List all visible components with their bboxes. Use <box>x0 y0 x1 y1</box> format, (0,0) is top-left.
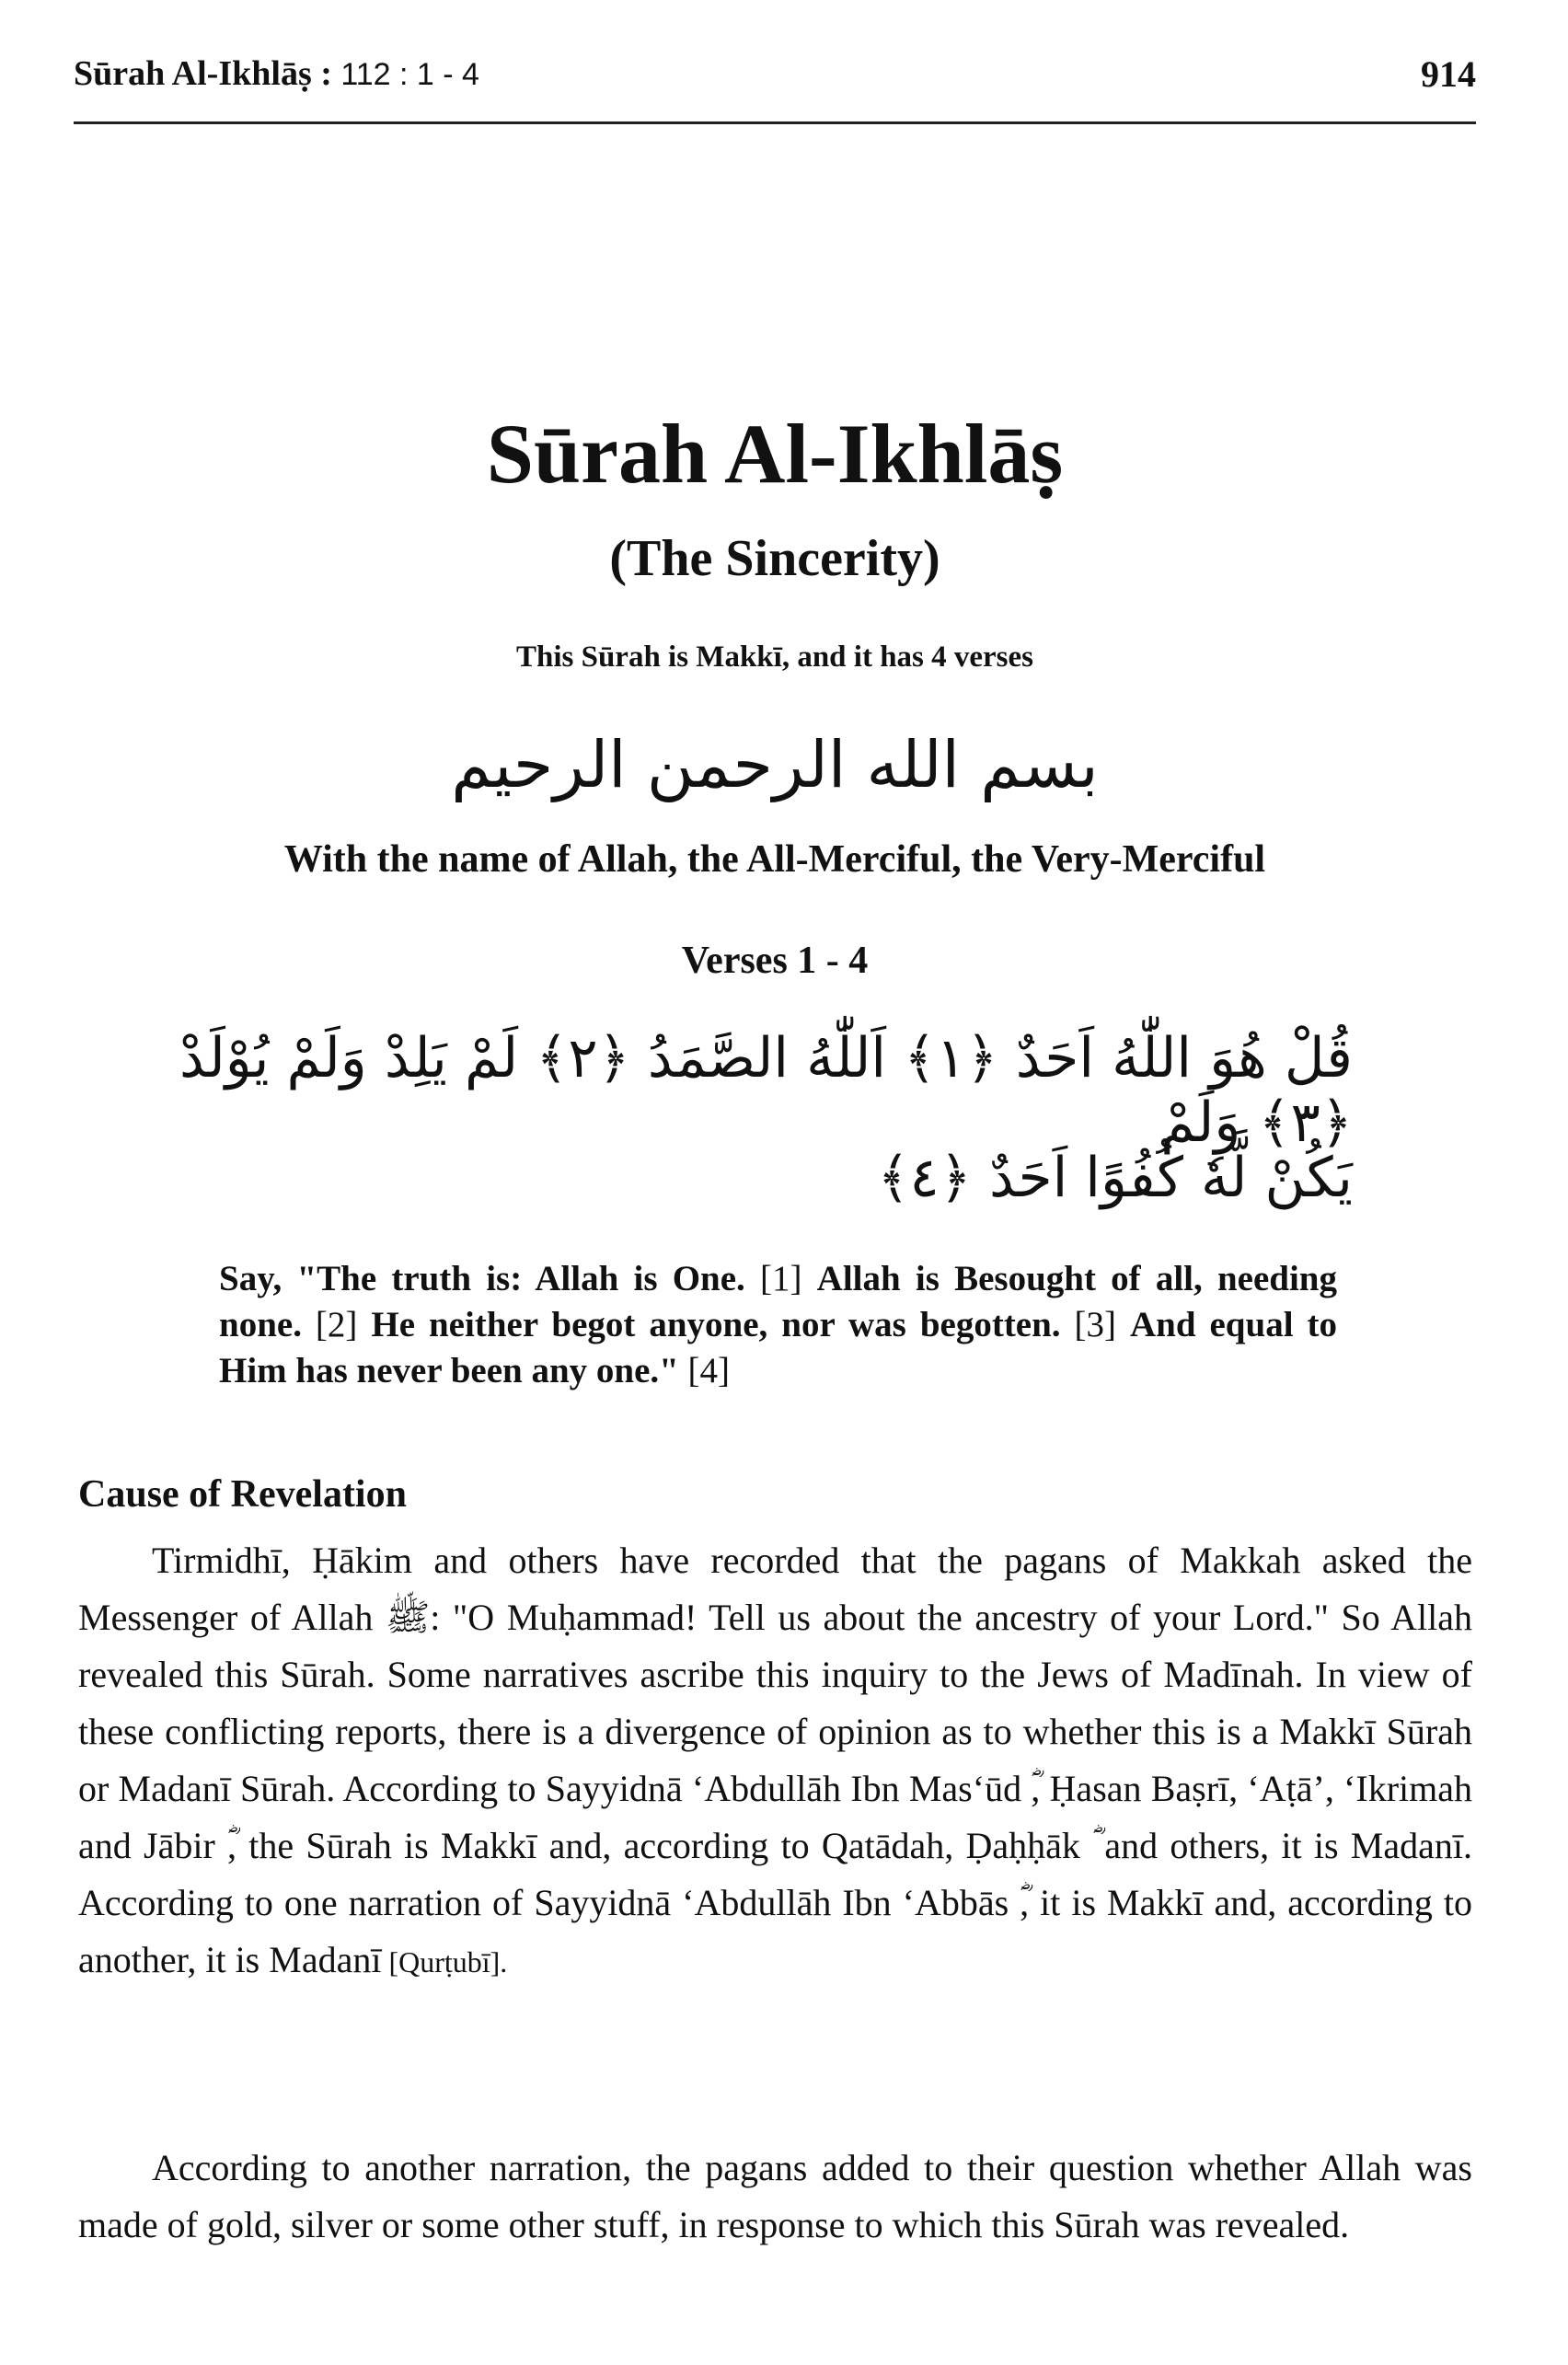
header-rule <box>74 121 1476 124</box>
arabic-verses-line-1: قُلْ هُوَ اللّٰهُ اَحَدٌ ﴿١﴾ اَللّٰهُ الصَّمَدُ ﴿٢﴾ لَمْ يَلِدْ وَلَمْ يُوْلَدْ ﴿٣﴾ وَلَمْ <box>179 1026 1353 1155</box>
arabic-verses-line-2: يَكُنْ لَّهٗ كُفُوًا اَحَدٌ ﴿٤﴾ <box>877 1146 1353 1210</box>
translation-verse-4: And equal to Him has never been any one." <box>219 1305 1337 1390</box>
running-head-reference: 112 : 1 - 4 <box>331 57 479 92</box>
verse-marker-2: [2] <box>301 1305 372 1344</box>
verse-marker-1: [1] <box>744 1259 817 1298</box>
verse-marker-3: [3] <box>1060 1305 1130 1344</box>
basmala-arabic: بسم الله الرحمن الرحيم <box>451 727 1099 802</box>
surah-title: Sūrah Al-Ikhlāṣ <box>486 407 1064 501</box>
paragraph-1-text: Tirmidhī, Ḥākim and others have recorded that the pagans of Makkah asked the Messenger of Allah ﷺ: "O Muḥammad! Tell us about the ancestry of your Lord." So Allah revealed this Sūrah. Some narratives ascribe this inquiry to the Jews of Madīnah. In view of these conflicting reports, there is a divergence of opinion as to whether this is a Makkī Sūrah or Madanī Sūrah. According to Sayyidnā ‘Abdullāh Ibn Mas‘ūd ؓ, Ḥasan Baṣrī, ‘Aṭā’, ‘Ikrimah and Jābir ؓ, the Sūrah is Makkī and, according to Qatādah, Ḍaḥḥāk ؓ and others, it is Madanī. According to one narration of Sayyidnā ‘Abdullāh Ibn ‘Abbās ؓ, it is Makkī and, according to another, it is Madanī <box>78 1540 1472 1980</box>
citation: [Qurṭubī]. <box>381 1945 508 1979</box>
translation-verse-1: Say, "The truth is: Allah is One. <box>219 1259 745 1298</box>
translation-verse-3: He neither begot anyone, nor was begotten. <box>371 1305 1061 1344</box>
surah-subtitle: (The Sincerity) <box>609 530 940 587</box>
section-heading: Cause of Revelation <box>78 1473 407 1516</box>
running-head-surah: Sūrah Al-Ikhlāṣ : <box>74 54 332 93</box>
running-head <box>74 37 1476 110</box>
paragraph-2: According to another narration, the pagans added to their question whether Allah was made of gold, silver or some other stuff, in response to which this Sūrah was revealed. <box>78 2147 1472 2245</box>
running-head-title <box>74 53 479 94</box>
surah-info: This Sūrah is Makkī, and it has 4 verses <box>515 640 1034 674</box>
paragraph-1 <box>78 1532 1472 1990</box>
verse-translation <box>219 1256 1337 1394</box>
page-number: 914 <box>1421 52 1476 95</box>
verse-marker-4: [4] <box>678 1351 731 1390</box>
verses-label: Verses 1 - 4 <box>681 940 869 982</box>
basmala-english: With the name of Allah, the All-Merciful, the Very-Merciful <box>283 838 1266 881</box>
translation-verse-2: Allah is Besought of all, needing none. <box>219 1259 1337 1344</box>
